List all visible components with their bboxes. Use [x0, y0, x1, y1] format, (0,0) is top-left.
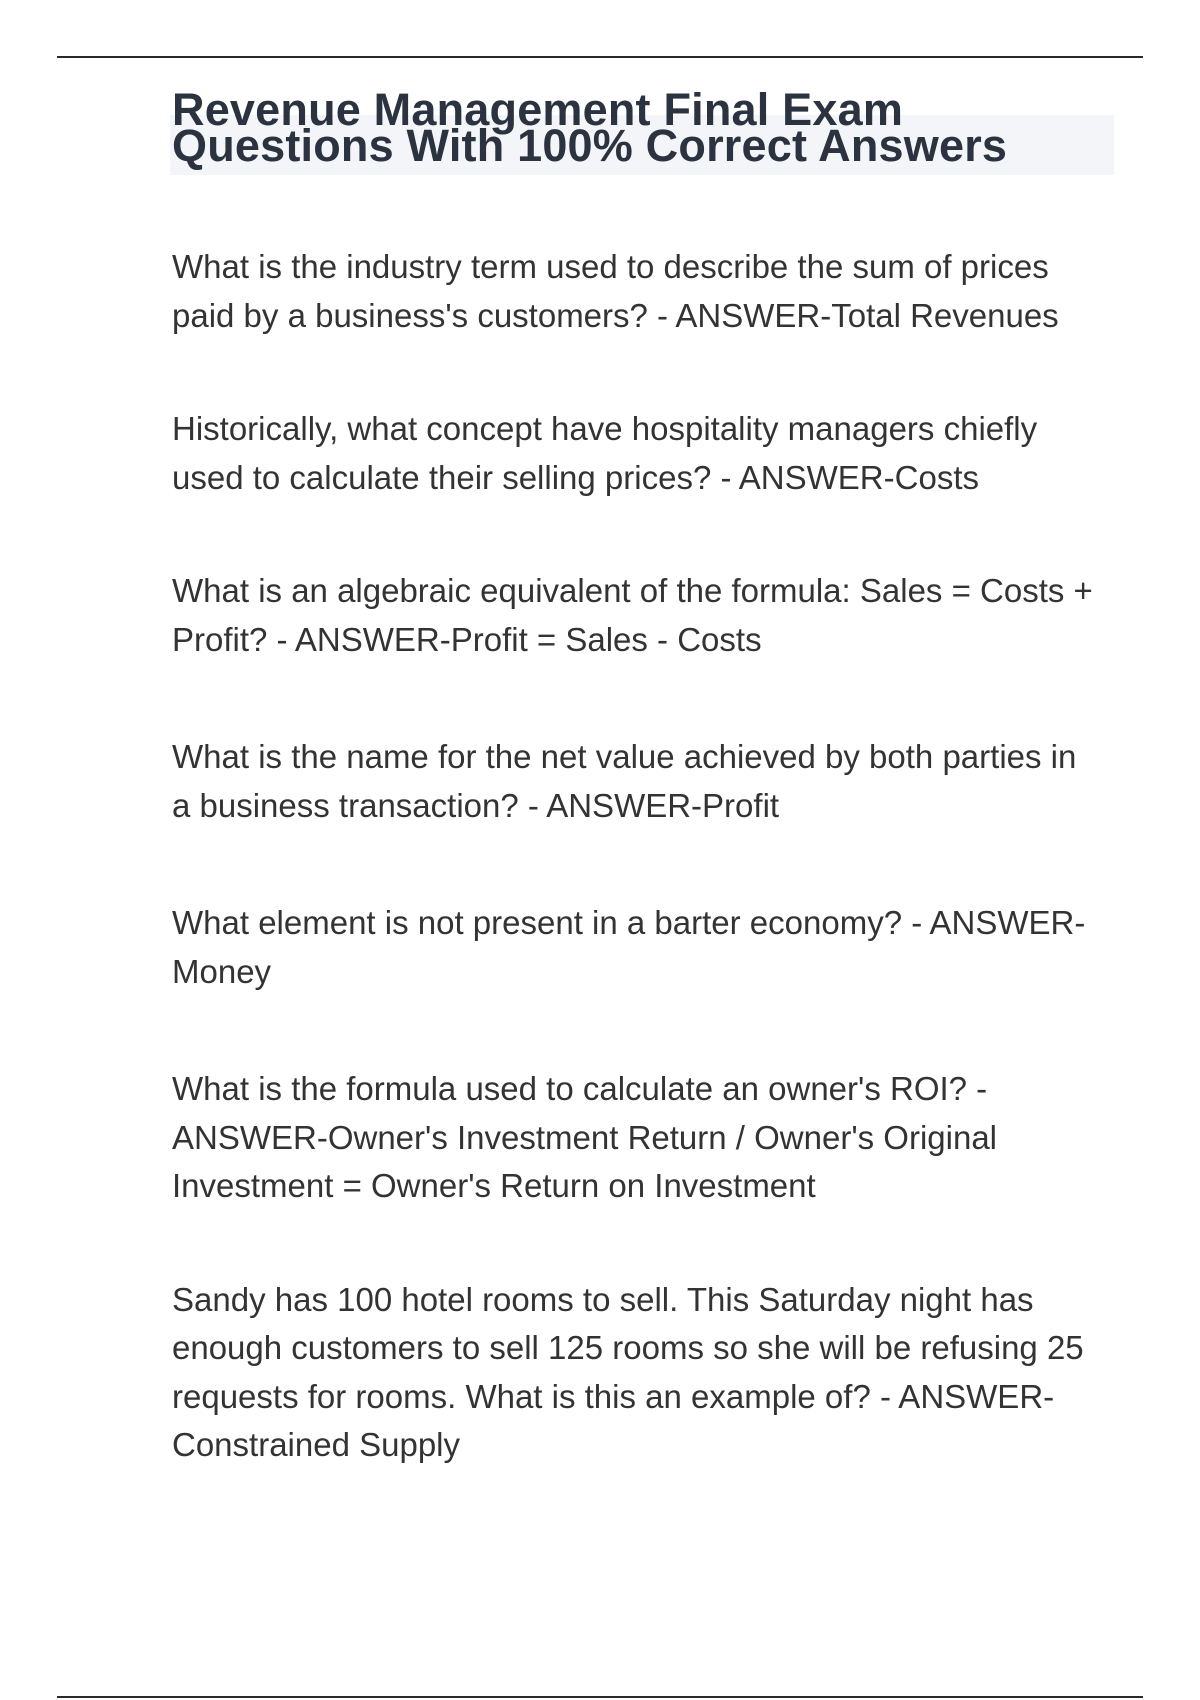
qa-item-7: Sandy has 100 hotel rooms to sell. This Saturday night has enough customers to sell 125 rooms so she will be refusing 25 requests for rooms. What is this an example of? - ANSWER-Constrained Supply — [172, 1280, 1084, 1463]
qa-item-4: What is the name for the net value achieved by both parties in a business transaction? - ANSWER-Profit — [172, 738, 1077, 824]
page-title: Revenue Management Final Exam Questions With 100% Correct Answers — [172, 84, 1008, 171]
qa-item-1: What is the industry term used to describe the sum of prices paid by a business's customers? - ANSWER-Total Revenues — [172, 248, 1059, 334]
qa-item-2: Historically, what concept have hospitality managers chiefly used to calculate their selling prices? - ANSWER-Costs — [172, 410, 1038, 496]
top-divider — [57, 56, 1143, 58]
qa-item-3: What is an algebraic equivalent of the formula: Sales = Costs + Profit? - ANSWER-Profit = Sales - Costs — [172, 572, 1093, 658]
bottom-divider — [57, 1696, 1143, 1698]
qa-list — [172, 243, 1102, 1470]
qa-item-6: What is the formula used to calculate an owner's ROI? - ANSWER-Owner's Investment Return / Owner's Original Investment = Owner's Return on Investment — [172, 1070, 997, 1204]
qa-item-5: What element is not present in a barter economy? - ANSWER-Money — [172, 904, 1086, 990]
